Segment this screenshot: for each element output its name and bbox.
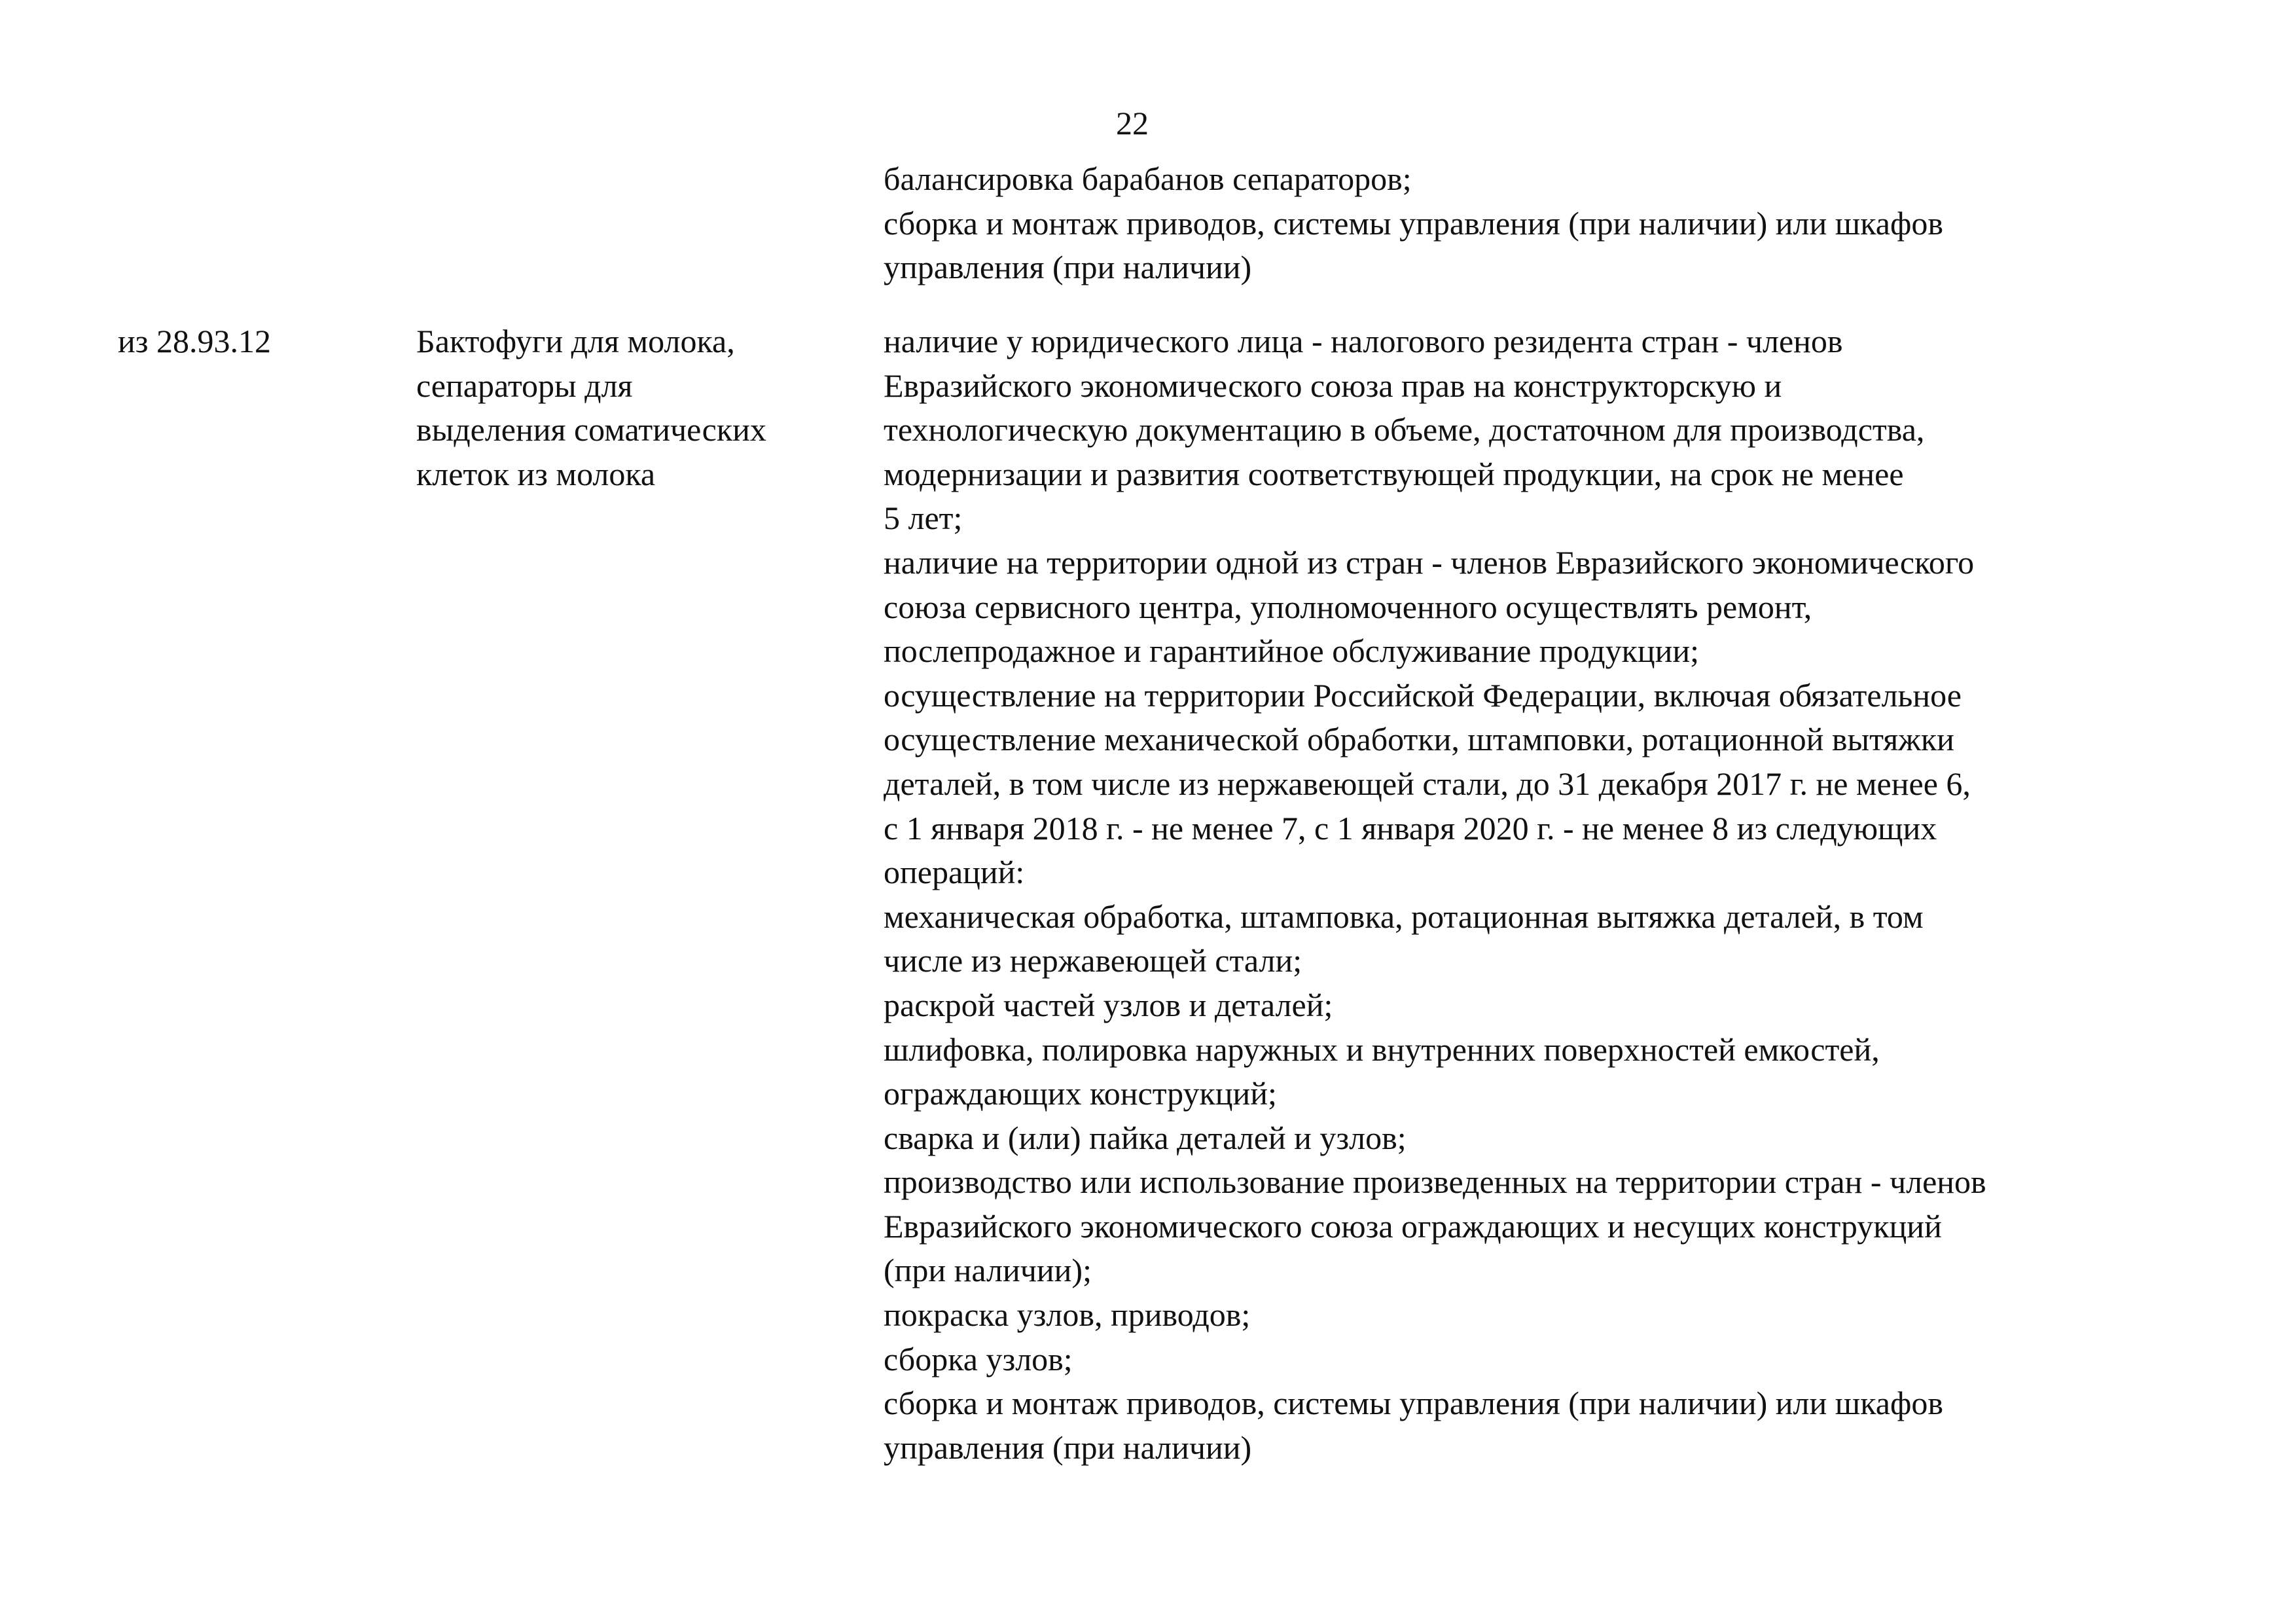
- product-name-line: клеток из молока: [416, 455, 656, 492]
- requirement-line: осуществление механической обработки, штамповки, ротационной вытяжки: [884, 721, 1954, 758]
- continuation-text: [884, 157, 1943, 290]
- requirement-line: наличие у юридического лица - налогового резидента стран - членов: [884, 323, 1843, 359]
- requirements-text: [884, 319, 1986, 1470]
- requirement-line: с 1 января 2018 г. - не менее 7, с 1 января 2020 г. - не менее 8 из следующих: [884, 809, 1937, 847]
- requirement-line: сборка и монтаж приводов, системы управления (при наличии) или шкафов: [884, 1385, 1943, 1422]
- requirement-line: механическая обработка, штамповка, ротационная вытяжка деталей, в том: [884, 898, 1924, 935]
- requirement-line: 5 лет;: [884, 500, 963, 537]
- requirement-line: модернизации и развития соответствующей продукции, на срок не менее: [884, 455, 1904, 492]
- continuation-line: балансировка барабанов сепараторов;: [884, 160, 1412, 197]
- requirement-line: управления (при наличии): [884, 1429, 1252, 1466]
- requirement-line: наличие на территории одной из стран - членов Евразийского экономического: [884, 543, 1975, 581]
- page-number: 22: [1116, 105, 1149, 141]
- requirement-line: раскрой частей узлов и деталей;: [884, 986, 1333, 1023]
- requirement-line: Евразийского экономического союза прав на конструкторскую и: [884, 367, 1782, 404]
- requirement-line: осуществление на территории Российской Федерации, включая обязательное: [884, 676, 1962, 714]
- requirement-line: технологическую документацию в объеме, достаточном для производства,: [884, 411, 1925, 448]
- requirement-line: шлифовка, полировка наружных и внутренних поверхностей емкостей,: [884, 1030, 1880, 1068]
- product-name: [416, 319, 766, 496]
- requirement-line: сварка и (или) пайка деталей и узлов;: [884, 1119, 1407, 1156]
- requirement-line: покраска узлов, приводов;: [884, 1296, 1251, 1334]
- requirement-line: послепродажное и гарантийное обслуживание продукции;: [884, 632, 1700, 670]
- product-name-line: сепараторы для: [416, 367, 633, 404]
- continuation-line: сборка и монтаж приводов, системы управления (при наличии) или шкафов: [884, 204, 1943, 242]
- requirement-line: Евразийского экономического союза ограждающих и несущих конструкций: [884, 1207, 1942, 1245]
- requirement-line: союза сервисного центра, уполномоченного осуществлять ремонт,: [884, 588, 1812, 625]
- product-name-line: выделения соматических: [416, 411, 766, 448]
- requirement-line: (при наличии);: [884, 1252, 1092, 1289]
- requirement-line: ограждающих конструкций;: [884, 1075, 1277, 1112]
- product-name-line: Бактофуги для молока,: [416, 323, 735, 359]
- requirement-line: операций:: [884, 854, 1025, 891]
- requirement-line: числе из нержавеющей стали;: [884, 942, 1302, 979]
- requirement-line: деталей, в том числе из нержавеющей стали, до 31 декабря 2017 г. не менее 6,: [884, 765, 1971, 802]
- continuation-line: управления (при наличии): [884, 249, 1252, 286]
- product-code: из 28.93.12: [118, 323, 272, 359]
- requirement-line: сборка узлов;: [884, 1340, 1073, 1377]
- requirement-line: производство или использование произведенных на территории стран - членов: [884, 1163, 1986, 1201]
